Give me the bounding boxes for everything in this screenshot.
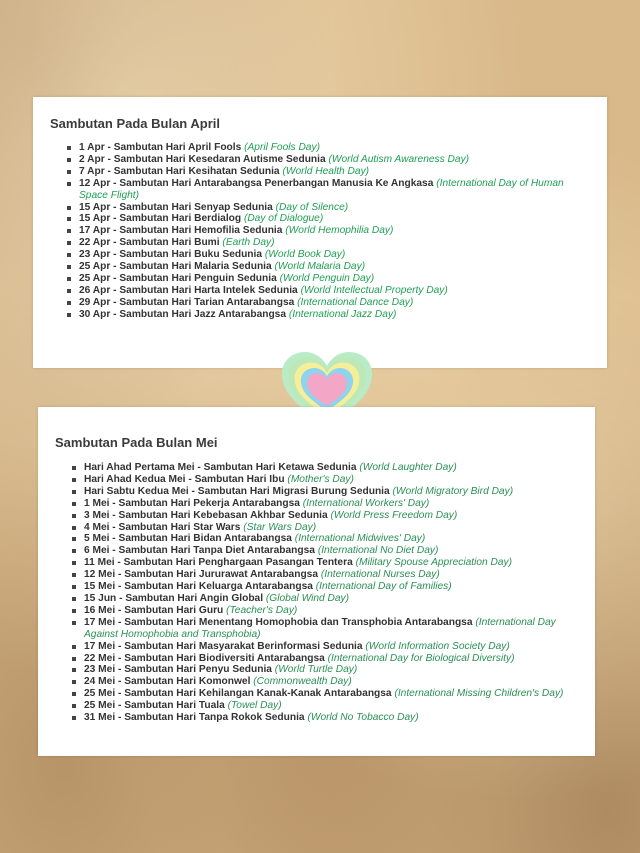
event-english-name: (World Malaria Day)	[274, 261, 366, 273]
list-item	[71, 676, 579, 688]
event-label: 25 Apr - Sambutan Hari Malaria Sedunia	[79, 261, 272, 273]
event-label: 23 Apr - Sambutan Hari Buku Sedunia	[79, 249, 263, 261]
event-label: 22 Apr - Sambutan Hari Bumi	[79, 237, 220, 249]
list-item	[71, 510, 579, 522]
event-label: 1 Apr - Sambutan Hari April Fools	[79, 142, 242, 153]
event-english-name: (April Fools Day)	[244, 142, 320, 153]
event-english-name: (World Autism Awareness Day)	[328, 153, 470, 165]
list-item	[71, 653, 579, 665]
list-item	[71, 569, 579, 581]
event-label: 16 Mei - Sambutan Hari Guru	[84, 604, 224, 616]
event-label: 17 Mei - Sambutan Hari Menentang Homophobia dan Transphobia Antarabangsa	[84, 616, 473, 628]
event-english-name: (Day of Silence)	[275, 201, 349, 213]
list-item	[71, 641, 579, 653]
event-label: Hari Ahad Kedua Mei - Sambutan Hari Ibu	[84, 473, 285, 485]
event-english-name: (International Workers' Day)	[302, 497, 430, 509]
event-english-name: (World Health Day)	[282, 165, 370, 177]
event-english-name: (Day of Dialogue)	[243, 213, 324, 225]
event-english-name: (International Day of Human Space Flight)	[79, 177, 564, 201]
event-label: 31 Mei - Sambutan Hari Tanpa Rokok Sedunia	[84, 712, 305, 724]
event-english-name: (International Jazz Day)	[288, 308, 397, 320]
list-item	[71, 474, 579, 486]
list-item	[66, 142, 587, 154]
list-item	[71, 522, 579, 534]
event-label: 30 Apr - Sambutan Hari Jazz Antarabangsa	[79, 308, 287, 320]
event-english-name: (World Laughter Day)	[359, 462, 457, 473]
event-english-name: (Global Wind Day)	[265, 592, 350, 604]
event-label: Hari Sabtu Kedua Mei - Sambutan Hari Migrasi Burung Sedunia	[84, 485, 390, 497]
event-english-name: (World Turtle Day)	[274, 664, 358, 676]
mei-list	[71, 462, 579, 724]
list-item	[71, 498, 579, 510]
event-label: Hari Ahad Pertama Mei - Sambutan Hari Ketawa Sedunia	[84, 462, 357, 473]
event-label: 26 Apr - Sambutan Hari Harta Intelek Sedunia	[79, 284, 298, 296]
event-english-name: (International Dance Day)	[297, 296, 414, 308]
april-title: Sambutan Pada Bulan April	[50, 116, 220, 131]
list-item	[66, 202, 587, 214]
list-item	[66, 154, 587, 166]
event-label: 24 Mei - Sambutan Hari Komonwel	[84, 676, 251, 688]
event-label: 6 Mei - Sambutan Hari Tanpa Diet Antarabangsa	[84, 545, 315, 557]
event-english-name: (International Nurses Day)	[320, 569, 440, 581]
list-item	[66, 249, 587, 261]
list-item	[71, 581, 579, 593]
list-item	[66, 213, 587, 225]
event-english-name: (World Hemophilia Day)	[285, 225, 394, 237]
event-english-name: (International Day Against Homophobia and Transphobia)	[84, 616, 556, 640]
event-label: 7 Apr - Sambutan Hari Kesihatan Sedunia	[79, 165, 280, 177]
event-english-name: (Star Wars Day)	[243, 521, 317, 533]
mei-title: Sambutan Pada Bulan Mei	[55, 435, 218, 450]
event-label: 15 Apr - Sambutan Hari Senyap Sedunia	[79, 201, 273, 213]
event-label: 17 Apr - Sambutan Hari Hemofilia Sedunia	[79, 225, 283, 237]
event-label: 1 Mei - Sambutan Hari Pekerja Antarabangsa	[84, 497, 300, 509]
list-item	[66, 309, 587, 321]
event-label: 5 Mei - Sambutan Hari Bidan Antarabangsa	[84, 533, 292, 545]
list-item	[71, 593, 579, 605]
list-item	[66, 178, 587, 202]
april-card	[33, 97, 607, 368]
list-item	[66, 297, 587, 309]
event-english-name: (International No Diet Day)	[317, 545, 439, 557]
event-english-name: (International Day for Biological Diversity)	[327, 652, 515, 664]
event-label: 2 Apr - Sambutan Hari Kesedaran Autisme Sedunia	[79, 153, 326, 165]
event-english-name: (World Press Freedom Day)	[330, 509, 458, 521]
list-item	[71, 688, 579, 700]
list-item	[71, 486, 579, 498]
list-item	[71, 712, 579, 724]
event-english-name: (Commonwealth Day)	[253, 676, 352, 688]
list-item	[71, 617, 579, 641]
event-label: 25 Mei - Sambutan Hari Kehilangan Kanak-Kanak Antarabangsa	[84, 688, 392, 700]
list-item	[71, 545, 579, 557]
mei-card	[38, 407, 595, 756]
list-item	[66, 285, 587, 297]
event-english-name: (International Missing Children's Day)	[394, 688, 564, 700]
event-english-name: (World Intellectual Property Day)	[300, 284, 448, 296]
event-label: 11 Mei - Sambutan Hari Penghargaan Pasangan Tentera	[84, 557, 353, 569]
event-label: 12 Apr - Sambutan Hari Antarabangsa Penerbangan Manusia Ke Angkasa	[79, 177, 434, 189]
april-list	[66, 142, 587, 321]
event-label: 25 Apr - Sambutan Hari Penguin Sedunia	[79, 272, 277, 284]
event-english-name: (Teacher's Day)	[226, 604, 298, 616]
event-english-name: (International Midwives' Day)	[294, 533, 426, 545]
list-item	[66, 273, 587, 285]
event-english-name: (Military Spouse Appreciation Day)	[355, 557, 513, 569]
event-english-name: (World No Tobacco Day)	[307, 712, 419, 724]
event-english-name: (Mother's Day)	[287, 473, 354, 485]
event-label: 25 Mei - Sambutan Hari Tuala	[84, 700, 225, 712]
list-item	[71, 557, 579, 569]
list-item	[71, 700, 579, 712]
event-label: 15 Mei - Sambutan Hari Keluarga Antarabangsa	[84, 581, 313, 593]
list-item	[66, 225, 587, 237]
list-item	[71, 664, 579, 676]
event-label: 3 Mei - Sambutan Hari Kebebasan Akhbar Sedunia	[84, 509, 328, 521]
list-item	[66, 166, 587, 178]
event-label: 12 Mei - Sambutan Hari Jururawat Antarabangsa	[84, 569, 318, 581]
event-english-name: (Towel Day)	[227, 700, 282, 712]
event-english-name: (International Day of Families)	[315, 581, 452, 593]
list-item	[66, 237, 587, 249]
event-english-name: (World Migratory Bird Day)	[392, 485, 514, 497]
event-label: 23 Mei - Sambutan Hari Penyu Sedunia	[84, 664, 272, 676]
list-item	[71, 533, 579, 545]
event-label: 4 Mei - Sambutan Hari Star Wars	[84, 521, 241, 533]
event-label: 15 Apr - Sambutan Hari Berdialog	[79, 213, 242, 225]
list-item	[71, 462, 579, 474]
event-label: 29 Apr - Sambutan Hari Tarian Antarabangsa	[79, 296, 295, 308]
event-english-name: (Earth Day)	[222, 237, 275, 249]
event-english-name: (World Penguin Day)	[279, 272, 375, 284]
list-item	[66, 261, 587, 273]
event-label: 22 Mei - Sambutan Hari Biodiversiti Antarabangsa	[84, 652, 325, 664]
event-label: 15 Jun - Sambutan Hari Angin Global	[84, 592, 264, 604]
list-item	[71, 605, 579, 617]
event-english-name: (World Information Society Day)	[365, 640, 510, 652]
event-english-name: (World Book Day)	[264, 249, 346, 261]
event-label: 17 Mei - Sambutan Hari Masyarakat Berinformasi Sedunia	[84, 640, 363, 652]
